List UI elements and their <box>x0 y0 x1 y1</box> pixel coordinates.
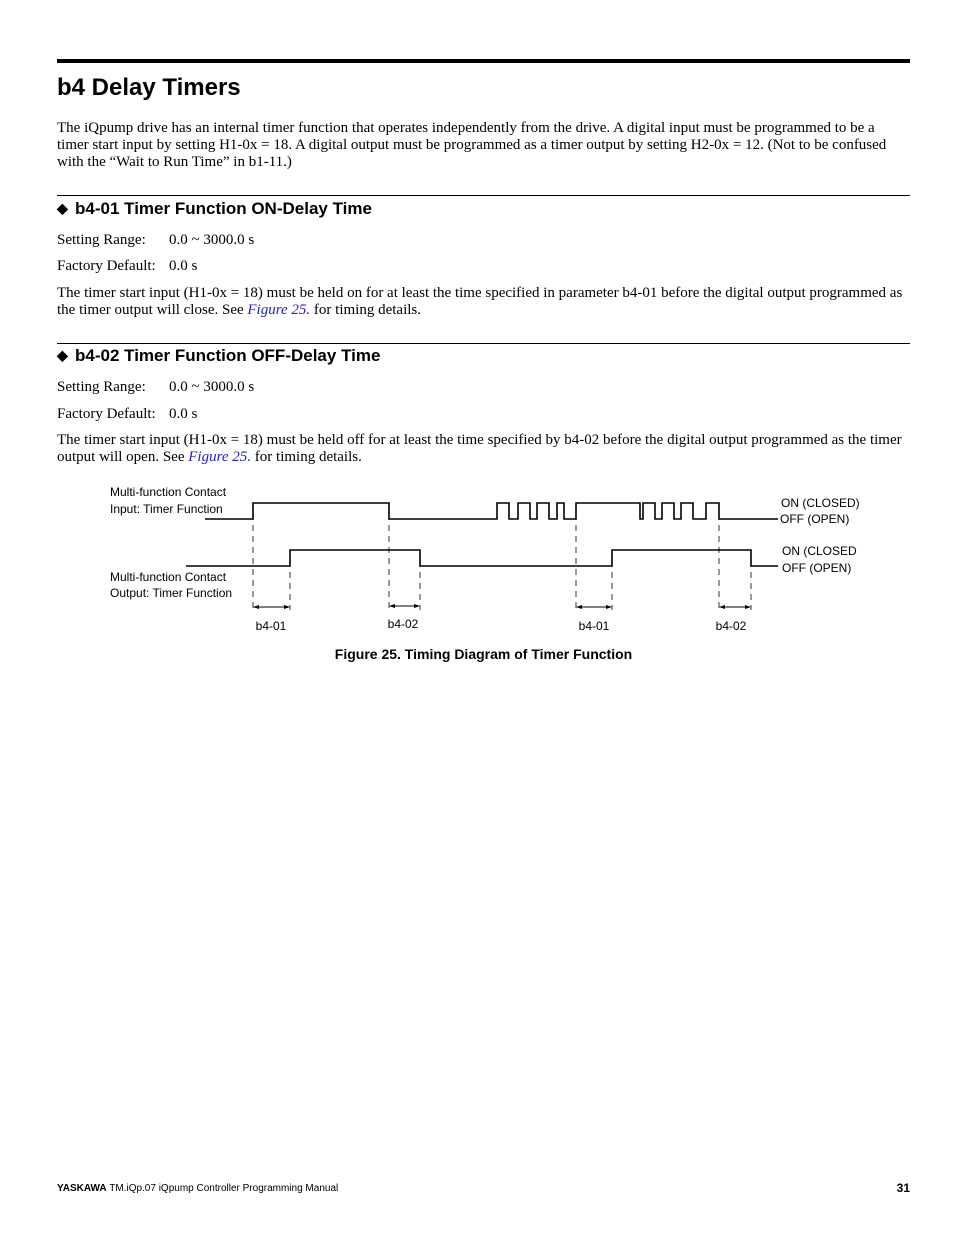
section-rule <box>57 195 910 196</box>
interval-label-b4-01: b4-01 <box>255 619 287 633</box>
factory-default-label: Factory Default: <box>57 258 156 274</box>
interval-arrows <box>254 606 750 607</box>
interval-label-b4-01: b4-01 <box>578 619 610 633</box>
output-signal-label: Output: Timer Function <box>110 586 233 600</box>
figure-link[interactable]: Figure 25. <box>247 302 311 318</box>
page-title: b4 Delay Timers <box>57 74 241 101</box>
diamond-bullet-icon: ◆ <box>57 347 68 363</box>
diamond-bullet-icon: ◆ <box>57 200 68 216</box>
footer-manual-name: TM.iQp.07 iQpump Controller Programming Manual <box>106 1183 339 1194</box>
state-label-off: OFF (OPEN) <box>780 512 850 526</box>
state-label-off: OFF (OPEN) <box>782 561 852 575</box>
section-heading-b4-01 <box>57 199 372 219</box>
section-heading-b4-02 <box>57 346 380 366</box>
top-rule <box>57 59 910 63</box>
setting-range-row <box>57 232 254 249</box>
input-signal-label: Multi-function Contact <box>110 485 227 499</box>
factory-default-label: Factory Default: <box>57 406 156 422</box>
section-heading-text: b4-02 Timer Function OFF-Delay Time <box>75 346 381 365</box>
section-body <box>57 432 910 466</box>
setting-range-label: Setting Range: <box>57 379 146 395</box>
section-body-tail: for timing details. <box>310 302 421 318</box>
output-waveform <box>186 550 778 566</box>
factory-default-row <box>57 406 197 423</box>
input-signal-label: Input: Timer Function <box>110 502 223 516</box>
section-body-tail: for timing details. <box>251 449 362 465</box>
section-rule <box>57 343 910 344</box>
interval-label-b4-02: b4-02 <box>715 619 747 633</box>
output-signal-label: Multi-function Contact <box>110 570 227 584</box>
arrowheads <box>253 604 751 609</box>
footer-brand: YASKAWA <box>57 1183 107 1194</box>
setting-range-row <box>57 379 254 396</box>
setting-range-value: 0.0 ~ 3000.0 s <box>169 232 255 248</box>
section-body <box>57 285 910 319</box>
section-body-text: The timer start input (H1-0x = 18) must be held on for at least the time specified in parameter b4-01 before the digital output programmed as the timer output will close. See <box>57 285 903 318</box>
factory-default-row <box>57 258 197 275</box>
section-heading-text: b4-01 Timer Function ON-Delay Time <box>75 199 372 218</box>
section-body-text: The timer start input (H1-0x = 18) must be held off for at least the time specified by b4-02 before the digital output programmed as the timer output will open. See <box>57 432 902 465</box>
input-waveform <box>205 503 778 519</box>
footer-manual-title <box>57 1183 338 1194</box>
factory-default-value: 0.0 s <box>169 258 198 274</box>
setting-range-label: Setting Range: <box>57 232 146 248</box>
setting-range-value: 0.0 ~ 3000.0 s <box>169 379 255 395</box>
state-label-on: ON (CLOSED <box>782 544 857 558</box>
factory-default-value: 0.0 s <box>169 406 198 422</box>
intro-paragraph: The iQpump drive has an internal timer function that operates independently from the drive. A digital input must be programmed to be a timer start input by setting H1-0x = 18. A digital output must be programmed as a timer output by setting H2-0x = 12. (Not to be confused with the “Wait to Run Time” in b1-11.) <box>57 120 887 170</box>
figure-caption: Figure 25. Timing Diagram of Timer Function <box>334 646 633 662</box>
interval-label-b4-02: b4-02 <box>387 617 419 631</box>
state-label-on: ON (CLOSED) <box>781 496 860 510</box>
figure-link[interactable]: Figure 25. <box>188 449 252 465</box>
page-number: 31 <box>896 1181 910 1195</box>
timing-diagram <box>0 470 954 650</box>
